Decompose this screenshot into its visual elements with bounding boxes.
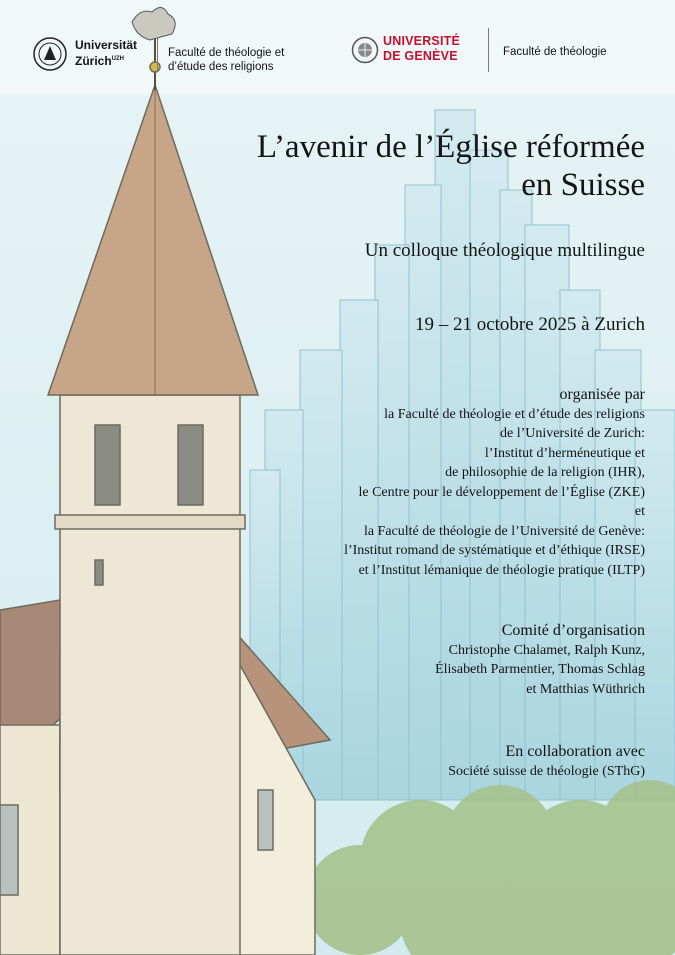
committee-line: Christophe Chalamet, Ralph Kunz,: [448, 642, 645, 658]
collaboration-line: Société suisse de théologie (SThG): [448, 763, 645, 779]
organizer-line: la Faculté de théologie et d’étude des religions: [384, 406, 645, 422]
committee-heading: Comité d’organisation: [501, 622, 645, 639]
unige-faculty: Faculté de théologie: [503, 46, 607, 58]
uzh-seal-icon: [32, 36, 68, 72]
organizer-line: de l’Université de Zurich:: [499, 426, 645, 441]
uzh-separator: [157, 38, 158, 72]
poster-subtitle: Un colloque théologique multilingue: [364, 240, 645, 261]
committee-line: Élisabeth Parmentier, Thomas Schlag: [435, 662, 645, 677]
committee-block: [435, 621, 645, 699]
uzh-name: Universität Zürich$^{UZH}$: [75, 38, 138, 68]
uzh-faculty: Faculté de théologie et d’étude des religions: [168, 47, 285, 73]
organizer-line: l’Institut d’herméneutique et: [484, 445, 645, 461]
unige-separator: [488, 28, 489, 72]
collaboration-heading: En collaboration avec: [505, 743, 645, 760]
committee-line: et Matthias Wüthrich: [526, 681, 645, 697]
organizers-block: [344, 385, 645, 580]
collaboration-block: [448, 742, 645, 781]
organizers-heading: organisée par: [559, 386, 645, 403]
organizer-line: l’Institut romand de systématique et d’éthique (IRSE): [344, 543, 645, 558]
event-dates: 19 – 21 octobre 2025 à Zurich: [414, 314, 645, 335]
organizer-line: le Centre pour le développement de l’Église (ZKE): [358, 484, 645, 500]
organizer-line: de philosophie de la religion (IHR),: [445, 465, 645, 480]
organizer-line: la Faculté de théologie de l’Université de Genève:: [363, 523, 645, 539]
unige-name: UNIVERSITÉ DE GENÈVE: [383, 34, 461, 63]
organizer-line: et: [634, 504, 645, 519]
unige-seal-icon: [351, 36, 379, 64]
organizer-line: et l’Institut lémanique de théologie pratique (ILTP): [358, 562, 645, 578]
poster-title: L’avenir de l’Église réformée en Suisse: [256, 129, 645, 203]
header: [0, 0, 675, 90]
